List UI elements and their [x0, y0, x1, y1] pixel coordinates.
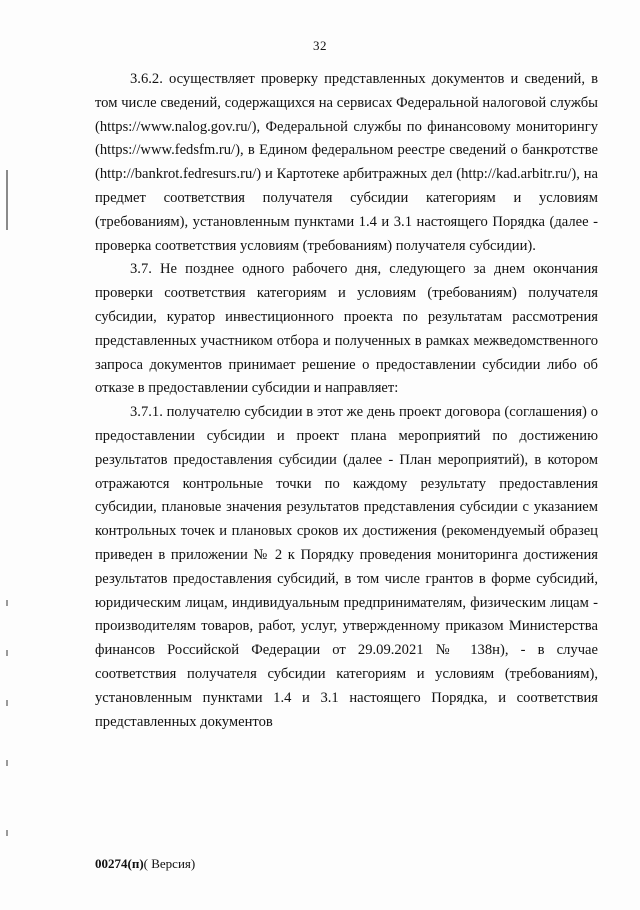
footer-code: 00274(п) [95, 856, 144, 871]
document-footer-code [95, 856, 195, 872]
paragraph-3-7-1: 3.7.1. получателю субсидии в этот же день проект договора (соглашения) о предоставлении субсидии и проект плана мероприятий по достижению результатов предоставления субсидии (далее - План мероприятий), в котором отражаются контрольные точки по каждому результату предоставления субсидии, плановые значения результатов представления субсидии с указанием контрольных точек и плановых сроков их достижения (рекомендуемый образец приведен в приложении № 2 к Порядку проведения мониторинга достижения результатов предоставления субсидий, в том числе грантов в форме субсидий, юридическим лицам, индивидуальным предпринимателям, физическим лицам - производителям товаров, работ, услуг, утвержденному приказом Министерства финансов Российской Федерации от 29.09.2021 № 138н), - в случае соответствия получателя субсидии категориям и условиям (требованиям), установленным пунктами 1.4 и 3.1 настоящего Порядка, и соответствия представленных документов [95, 404, 598, 730]
footer-version: ( Версия) [143, 856, 196, 871]
scan-artifact [6, 700, 8, 706]
scan-artifact [6, 600, 8, 606]
scan-artifact [6, 760, 8, 766]
scan-artifact [6, 170, 8, 230]
paragraph-3-7: 3.7. Не позднее одного рабочего дня, следующего за днем окончания проверки соответствия категориям и условиям (требованиям) получателя субсидии, куратор инвестиционного проекта по результатам рассмотрения представленных участником отбора и полученных в рамках межведомственного запроса документов принимает решение о предоставлении субсидии либо об отказе в предоставлении субсидии и направляет: [95, 261, 598, 397]
page-number: 32 [313, 38, 327, 53]
paragraph-3-6-2: 3.6.2. осуществляет проверку представленных документов и сведений, в том числе сведений, содержащихся на сервисах Федеральной налоговой службы (https://www.nalog.gov.ru/), Федеральной службы по финансовому мониторингу (https://www.fedsfm.ru/), в Едином федеральном реестре сведений о банкротстве (http://bankrot.fedresurs.ru/) и Картотеке арбитражных дел (http://kad.arbitr.ru/), на предмет соответствия получателя субсидии категориям и условиям (требованиям), установленным пунктами 1.4 и 3.1 настоящего Порядка (далее - проверка соответствия условиям (требованиям) получателя субсидии). [95, 71, 598, 254]
scan-artifact [6, 650, 8, 656]
scan-artifact [6, 830, 8, 836]
document-body [95, 68, 598, 734]
